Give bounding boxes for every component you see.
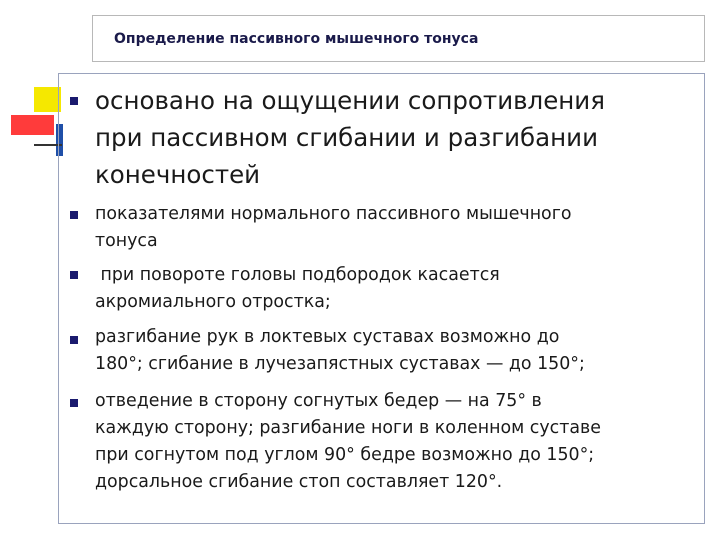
bullet-icon bbox=[70, 336, 78, 344]
bullet-item-line: показателями нормального пассивного мышечного bbox=[95, 204, 572, 224]
bullet-item-line: при пассивном сгибании и разгибании bbox=[95, 123, 599, 152]
slide-title: Определение пассивного мышечного тонуса bbox=[114, 31, 479, 47]
bullet-icon bbox=[70, 399, 78, 407]
bullet-item-line: акромиального отростка; bbox=[95, 292, 331, 312]
bullet-item-line: при повороте головы подбородок касается bbox=[95, 265, 500, 285]
bullet-icon bbox=[70, 211, 78, 219]
bullet-item bbox=[95, 201, 571, 255]
bullet-item-line: каждую сторону; разгибание ноги в коленном суставе bbox=[95, 418, 601, 438]
bullet-item bbox=[95, 82, 605, 193]
bullet-icon bbox=[70, 271, 78, 279]
bullet-item-line: конечностей bbox=[95, 160, 261, 189]
bullet-item bbox=[95, 262, 500, 316]
bullet-item-line: отведение в сторону согнутых бедер — на 75° в bbox=[95, 391, 542, 411]
title-box bbox=[92, 15, 705, 62]
bullet-item-line: дорсальное сгибание стоп составляет 120°. bbox=[95, 472, 503, 492]
bullet-item-line: при согнутом под углом 90° бедре возможно до 150°; bbox=[95, 445, 595, 465]
bullet-item bbox=[95, 324, 585, 378]
bullet-item-line: основано на ощущении сопротивления bbox=[95, 86, 605, 115]
bullet-item-line: тонуса bbox=[95, 231, 158, 251]
bullet-item-line: 180°; сгибание в лучезапястных суставах — до 150°; bbox=[95, 354, 585, 374]
bullet-icon bbox=[70, 97, 78, 105]
bullet-item bbox=[95, 388, 601, 496]
bullet-item-line: разгибание рук в локтевых суставах возможно до bbox=[95, 327, 560, 347]
decor-red-bar bbox=[11, 115, 54, 135]
decor-yellow-square bbox=[34, 87, 61, 112]
